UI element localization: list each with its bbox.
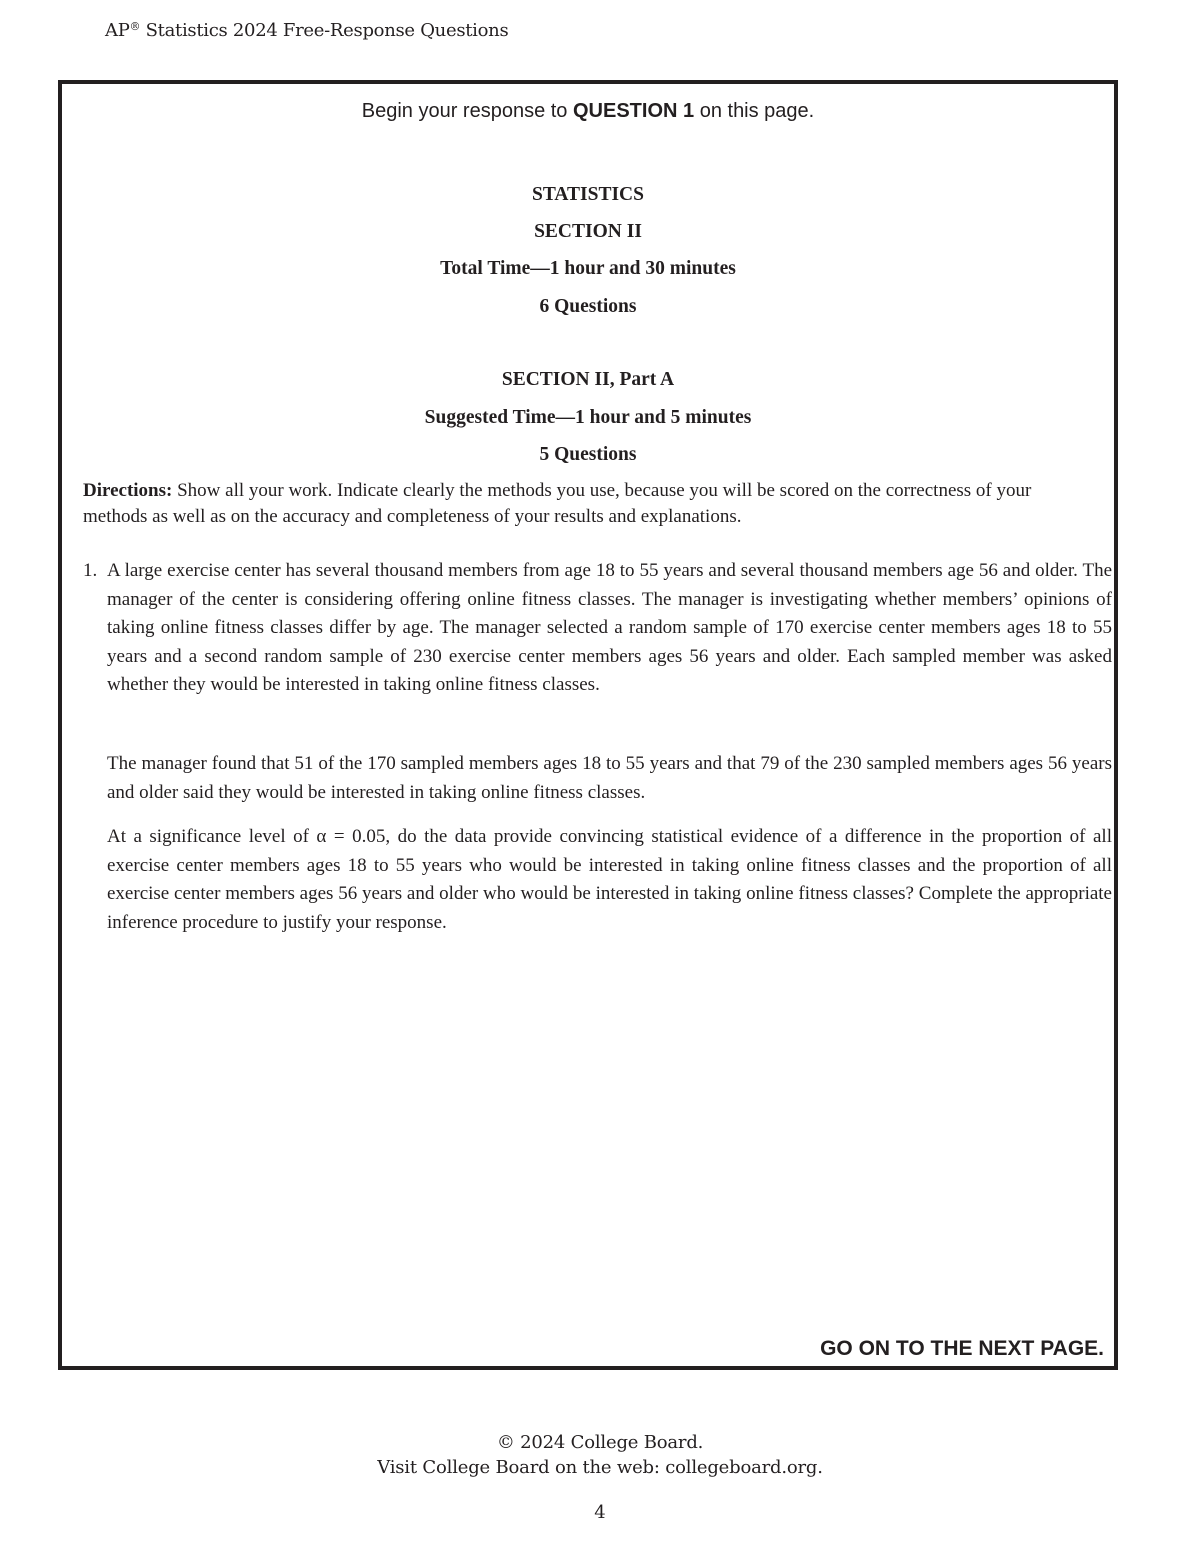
directions: [83, 478, 1098, 530]
response-box: [58, 80, 1118, 1370]
part-question-count: 5 Questions: [539, 444, 637, 465]
directions-label: Directions:: [83, 480, 173, 501]
header-brand: AP: [105, 20, 130, 41]
running-header: [105, 20, 508, 41]
total-time: Total Time—1 hour and 30 minutes: [440, 258, 736, 279]
page-number: 4: [594, 1502, 606, 1523]
question-paragraph-3: At a significance level of α = 0.05, do the data provide convincing statistical evidence of a difference in the proportion of all exercise center members ages 18 to 55 years who would be interested in taking online fitness classes and the proportion of all exercise center members ages 56 years and older who would be interested in taking online fitness classes? Complete the appropriate inference procedure to justify your response.: [107, 826, 1112, 933]
registered-mark: ®: [129, 20, 141, 33]
question-number: 1.: [83, 560, 98, 581]
begin-question-label: QUESTION 1: [573, 100, 695, 122]
go-on-next-page: GO ON TO THE NEXT PAGE.: [820, 1337, 1104, 1360]
part-heading: SECTION II, Part A: [501, 369, 675, 390]
question-count: 6 Questions: [539, 296, 637, 317]
question-paragraph-1: A large exercise center has several thousand members from age 18 to 55 years and several thousand members age 56 and older. The manager of the center is considering offering online fitness classes. The manager is investigating whether members’ opinions of taking online fitness classes differ by age. The manager selected a random sample of 170 exercise center members ages 18 to 55 years and a second random sample of 230 exercise center members ages 56 years and older. Each sampled member was asked whether they would be interested in taking online fitness classes.: [107, 560, 1112, 695]
question-paragraph-2: The manager found that 51 of the 170 sampled members ages 18 to 55 years and that 79 of the 230 sampled members ages 56 years and older said they would be interested in taking online fitness classes.: [107, 753, 1112, 803]
directions-text: Show all your work. Indicate clearly the methods you use, because you will be scored on the correctness of your methods as well as on the accuracy and completeness of your results and explanations.: [83, 480, 1032, 527]
subject-heading: STATISTICS: [531, 184, 644, 205]
copyright: © 2024 College Board.: [496, 1432, 704, 1453]
begin-instruction: [62, 100, 1114, 123]
suggested-time: Suggested Time—1 hour and 5 minutes: [424, 407, 752, 428]
begin-prefix: Begin your response to: [361, 100, 568, 122]
header-title: Statistics 2024 Free-Response Questions: [145, 20, 509, 41]
visit-line: Visit College Board on the web: collegeboard.org.: [377, 1457, 823, 1478]
begin-suffix: on this page.: [699, 100, 815, 122]
section-heading: SECTION II: [534, 221, 642, 242]
